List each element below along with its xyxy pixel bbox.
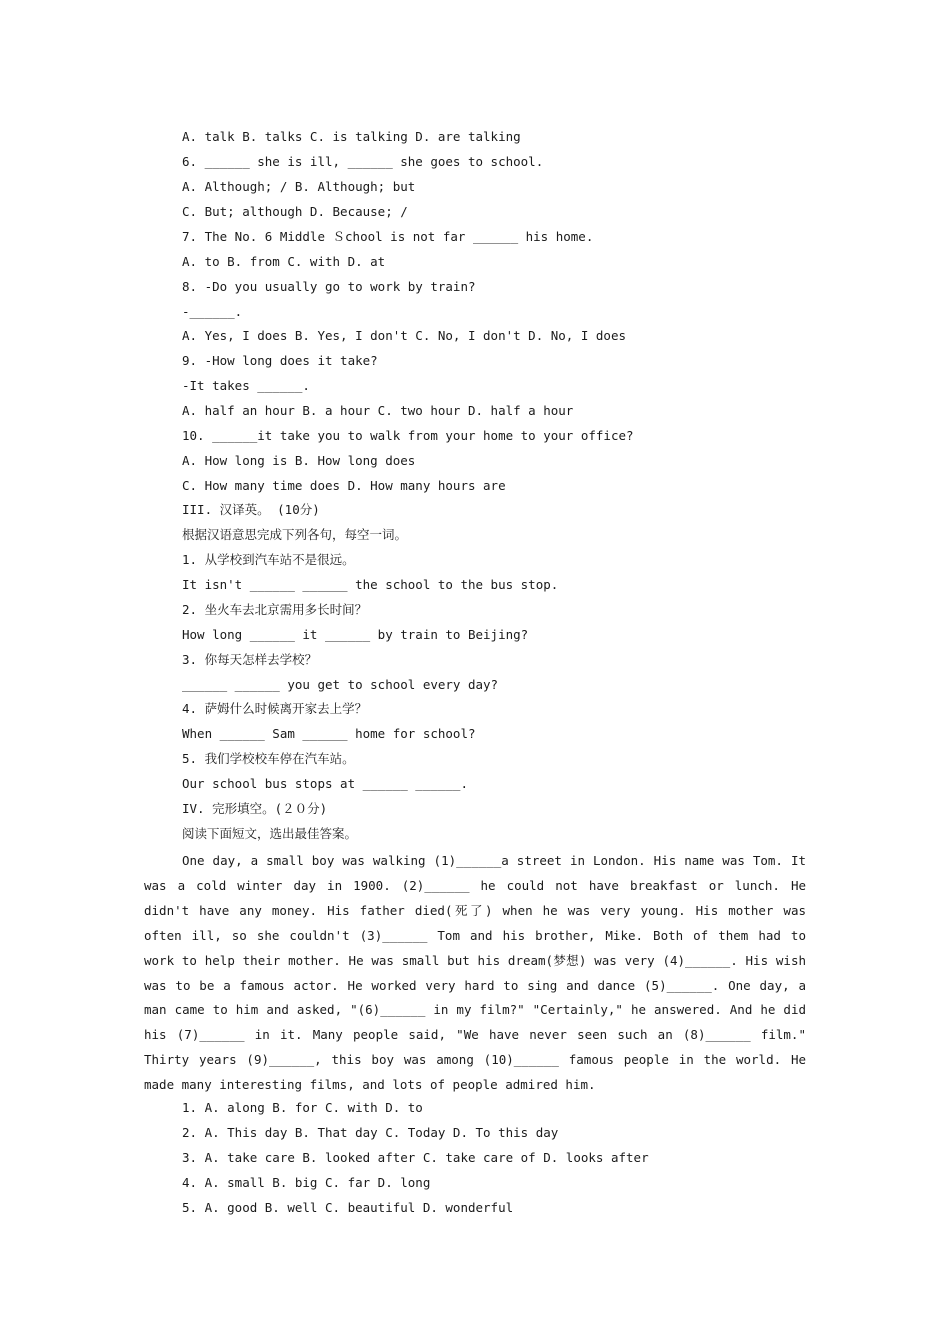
text-line: C. But; although D. Because; /: [182, 204, 408, 219]
text-line: ______ ______ you get to school every day?: [182, 677, 499, 692]
section-instruction: 阅读下面短文，选出最佳答案。: [182, 826, 358, 841]
option-line: 4. A. small B. big C. far D. long: [182, 1175, 431, 1190]
text-line: Our school bus stops at ______ ______.: [182, 776, 468, 791]
option-line: 5. A. good B. well C. beautiful D. wonderful: [182, 1200, 514, 1215]
question-10: 10. ______it take you to walk from your home to your office?: [182, 428, 634, 443]
text-line: It isn't ______ ______ the school to the bus stop.: [182, 577, 559, 592]
text-line: A. half an hour B. a hour C. two hour D. half a hour: [182, 403, 574, 418]
question-6: 6. ______ she is ill, ______ she goes to school.: [182, 154, 544, 169]
question-9: 9. -How long does it take?: [182, 353, 378, 368]
text-line: A. How long is B. How long does: [182, 453, 416, 468]
text-line: 1. 从学校到汽车站不是很远。: [182, 552, 355, 567]
text-line: 2. 坐火车去北京需用多长时间？: [182, 602, 368, 617]
text-line: How long ______ it ______ by train to Beijing?: [182, 627, 529, 642]
question-7: 7. The No. 6 Middle Ｓchool is not far ______ his home.: [182, 229, 594, 244]
text-line: 5. 我们学校校车停在汽车站。: [182, 751, 355, 766]
text-line: 4. 萨姆什么时候离开家去上学？: [182, 701, 368, 716]
text-line: -It takes ______.: [182, 378, 310, 393]
text-line: A. Yes, I does B. Yes, I don't C. No, I don't D. No, I does: [182, 328, 627, 343]
text-line: When ______ Sam ______ home for school?: [182, 726, 476, 741]
text-line: A. talk B. talks C. is talking D. are talking: [182, 129, 521, 144]
question-8: 8. -Do you usually go to work by train?: [182, 279, 476, 294]
text-line: C. How many time does D. How many hours are: [182, 478, 506, 493]
option-line: 1. A. along B. for C. with D. to: [182, 1100, 423, 1115]
section-instruction: 根据汉语意思完成下列各句，每空一词。: [182, 527, 408, 542]
section-heading: IV. 完形填空。(２０分): [182, 801, 328, 816]
text-line: -______.: [182, 304, 243, 319]
option-line: 2. A. This day B. That day C. Today D. To this day: [182, 1125, 559, 1140]
text-line: 3. 你每天怎样去学校？: [182, 652, 318, 667]
text-line: A. Although; / B. Although; but: [182, 179, 416, 194]
cloze-passage: One day, a small boy was walking (1)______a street in London. His name was Tom. It was a cold winter day in 1900. (2)______ he could not have breakfast or lunch. He didn't have any money. His father died(死了) when he was very young. His mother was often ill, so she couldn't (3)______ Tom and his brother, Mike. Both of them had to work to help their mother. He was small but his dream(梦想) was very (4)______. His wish was to be a famous actor. He worked very hard to sing and dance (5)______. One day, a man came to him and asked, "(6)______ in my film?" "Certainly," he answered. And he did his (7)______ in it. Many people said, "We have never seen such an (8)______ film." Thirty years (9)______, this boy was among (10)______ famous people in the world. He made many interesting films, and lots of people admired him.: [144, 853, 806, 1093]
section-heading: III. 汉译英。 (10分): [182, 502, 320, 517]
option-line: 3. A. take care B. looked after C. take care of D. looks after: [182, 1150, 649, 1165]
text-line: A. to B. from C. with D. at: [182, 254, 386, 269]
